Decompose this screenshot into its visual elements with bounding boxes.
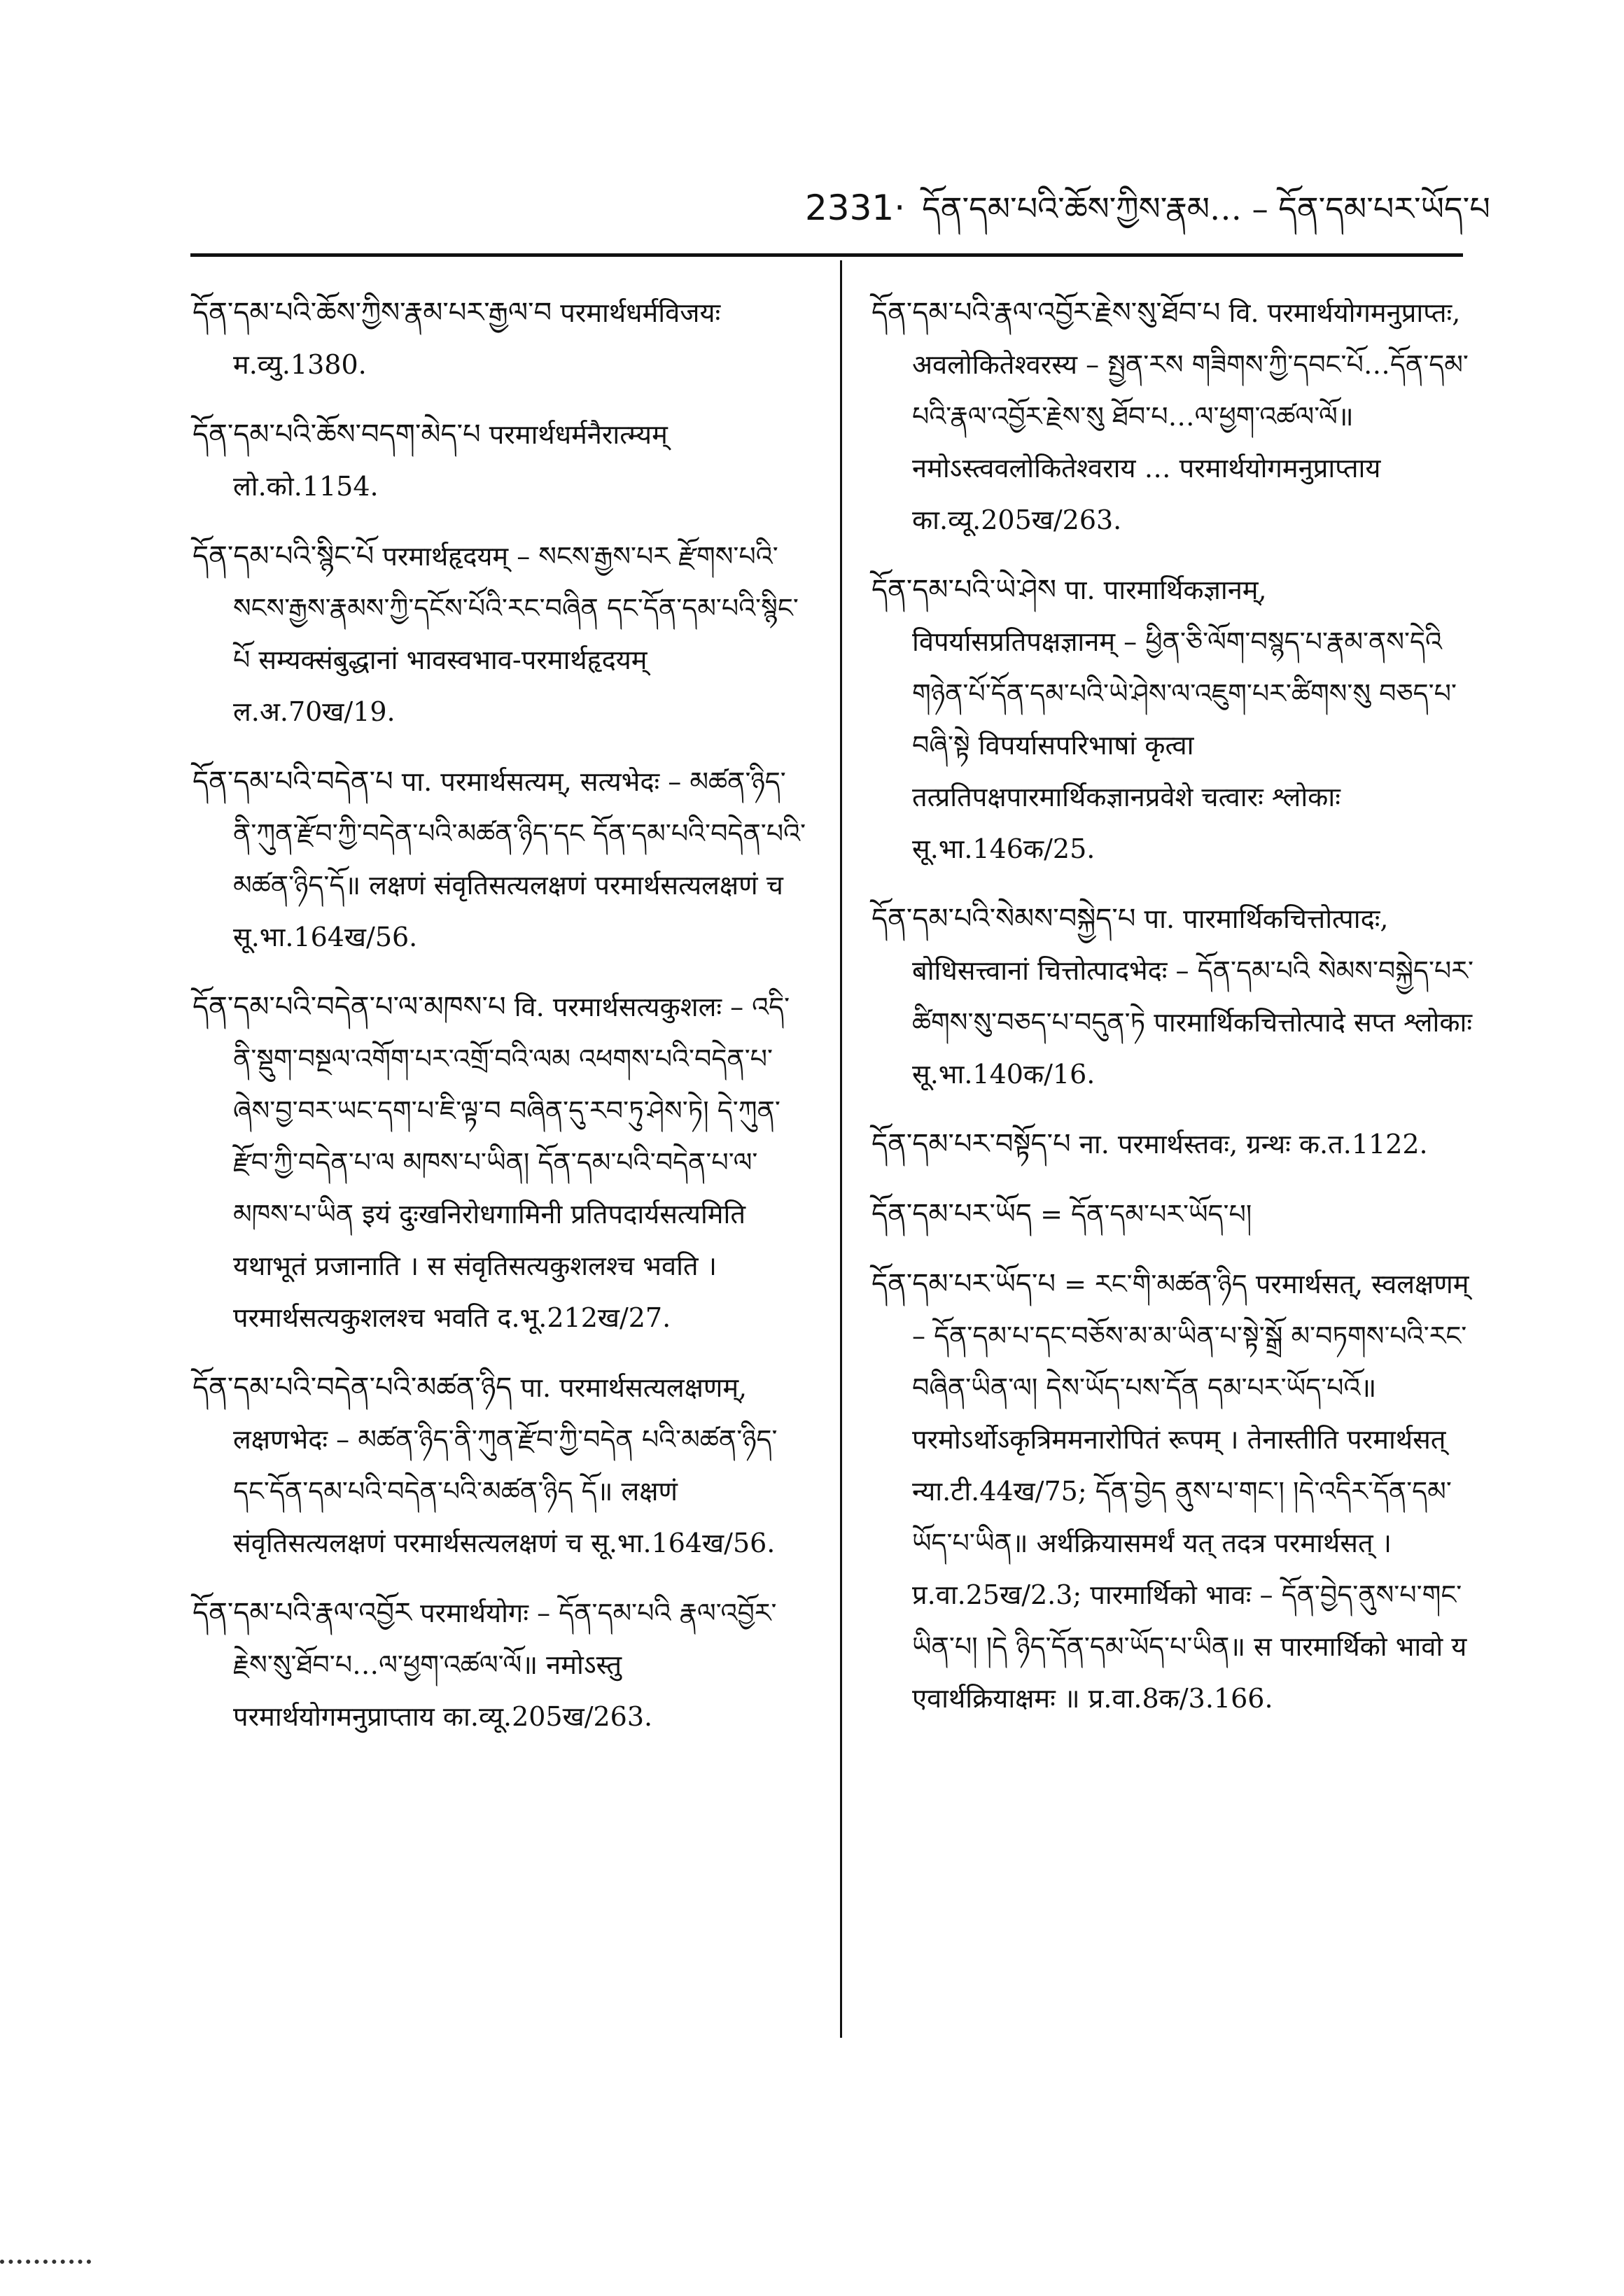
entry-body: पा. परमार्थसत्यलक्षणम्, लक्षणभेदः – མཚན་ཉིད་ནི་ཀུན་རྫོབ་ཀྱི་བདེན པའི་མཚན་ཉིད་དང་དོན་དམ་པའི་བདེན་པའི་མཚན་ཉིད དོ॥ लक्षणं संवृतिसत्यलक्षणं परमार्थसत्यलक्षणं च सू.भा.164ख/56. (233, 1372, 778, 1558)
entry-headword: དོན་དམ་པར་ཡོད་པ (872, 1268, 1056, 1300)
entry-body: = རང་གི་མཚན་ཉིད परमार्थसत्, स्वलक्षणम् – དོན་དམ་པ་དང་བཅོས་མ་མ་ཡིན་པ་སྟེ་སྒྲོ མ་བཏགས་པའི་རང་བཞིན་ཡིན་ལ། དེས་ཡོད་པས་དོན དམ་པར་ཡོད་པའོ॥ परमोऽर्थोऽकृत्रिममनारोपितं रूपम् । तेनास्तीति परमार्थसत् न्या.टी.44ख/75; དོན་བྱེད ནུས་པ་གང་། །དེ་འདིར་དོན་དམ་ཡོད་པ་ཡིན॥ अर्थक्रियासमर्थं यत् तदत्र परमार्थसत् । प्र.वा.25ख/2.3; पारमार्थिको भावः – དོན་བྱེད་ནུས་པ་གང་ཡིན་པ། །དེ ཉིད་དོན་དམ་ཡོད་པ་ཡིན॥ स पारमार्थिको भावो य एवार्थक्रियाक्षमः ॥ प्र.वा.8क/3.166. (912, 1269, 1469, 1714)
entry-headword: དོན་དམ་པའི་སེམས་བསྐྱེད་པ (872, 903, 1136, 935)
entry-headword: དོན་དམ་པའི་ཆོས་བདག་མེད་པ (192, 418, 481, 451)
entry-body: परमार्थधर्मविजयः म.व्यु.1380. (233, 297, 721, 380)
entry-headword: དོན་དམ་པའི་ཡེ་ཤེས (872, 574, 1056, 606)
entry-body: परमार्थहृदयम् – སངས་རྒྱས་པར རྫོགས་པའི་སངས་རྒྱས་རྣམས་ཀྱི་དངོས་པོའི་རང་བཞིན དང་དོན་དམ་པའི་སྙིང་པོ सम्यक्संबुद्धानां भावस्वभाव-परमार्थहृदयम् ल.अ.70ख/19. (233, 541, 799, 727)
entry-headword: དོན་དམ་པའི་རྣལ་འབྱོར་རྗེས་སུ་ཐོབ་པ (872, 297, 1221, 329)
dictionary-entry (192, 981, 808, 1344)
scan-mark (0, 2250, 91, 2264)
entry-headword: དོན་དམ་པར་ཡོད (872, 1198, 1032, 1230)
entry-headword: དོན་དམ་པར་བསྟོད་པ (872, 1128, 1071, 1160)
entry-body: = དོན་དམ་པར་ཡོད་པ། (1032, 1199, 1252, 1230)
entry-headword: དོན་དམ་པའི་བདེན་པའི་མཚན་ཉིད (192, 1372, 512, 1404)
entry-body: परमार्थयोगः – དོན་དམ་པའི རྣལ་འབྱོར་རྗེས་སུ་ཐོབ་པ…ལ་ཕྱག་འཚལ་ལོ॥ नमोऽस्तु परमार्थयोगमनुप्राप्ताय का.व्यू.205ख/263. (233, 1598, 777, 1732)
entry-headword: དོན་དམ་པའི་བདེན་པ་ལ་མཁས་པ (192, 991, 506, 1023)
running-head: དོན་དམ་པའི་ཆོས་ཀྱིས་རྣམ… – དོན་དམ་པར་ཡོད་པ (922, 190, 1490, 227)
dictionary-entry (192, 756, 808, 963)
page-header (805, 183, 1490, 233)
dictionary-entry (192, 287, 808, 390)
left-column (192, 287, 808, 1761)
entry-body: पा. पारमार्थिकचित्तोत्पादः, बोधिसत्त्वानां चित्तोत्पादभेदः – དོན་དམ་པའི སེམས་བསྐྱེད་པར་ཚིགས་སུ་བཅད་པ་བདུན་ཏེ पारमार्थिकचित्तोत्पादे सप्त श्लोकाः सू.भा.140क/16. (912, 903, 1474, 1090)
dictionary-entry (192, 1587, 808, 1742)
entry-headword: དོན་དམ་པའི་རྣལ་འབྱོར (192, 1597, 412, 1629)
entry-headword: དོན་དམ་པའི་ཆོས་ཀྱིས་རྣམ་པར་རྒྱལ་བ (192, 297, 552, 329)
entry-body: वि. परमार्थयोगमनुप्राप्तः, अवलोकितेश्वरस्य – སྤྱན་རས གཟིགས་ཀྱི་དབང་པོ…དོན་དམ་པའི་རྣལ་འབྱོར་རྗེས་སུ ཐོབ་པ…ལ་ཕྱག་འཚལ་ལོ॥ नमोऽस्त्ववलोकितेश्वराय … परमार्थयोगमनुप्राप्ताय का.व्यू.205ख/263. (912, 297, 1469, 535)
dictionary-entry (872, 893, 1474, 1100)
dictionary-entry (872, 287, 1474, 546)
dictionary-entry (872, 564, 1474, 875)
entry-body: ना. परमार्थस्तवः, ग्रन्थः क.त.1122. (1070, 1129, 1428, 1160)
entry-body: पा. परमार्थसत्यम्, सत्यभेदः – མཚན་ཉིད་ནི་ཀུན་རྫོབ་ཀྱི་བདེན་པའི་མཚན་ཉིད་དང དོན་དམ་པའི་བདེན་པའི་མཚན་ཉིད་དོ॥ लक्षणं संवृतिसत्यलक्षणं परमार्थसत्यलक्षणं च सू.भा.164ख/56. (233, 766, 806, 952)
entry-headword: དོན་དམ་པའི་བདེན་པ (192, 766, 393, 798)
entry-headword: དོན་དམ་པའི་སྙིང་པོ (192, 540, 374, 572)
page-number: 2331· (805, 188, 906, 228)
dictionary-entry (192, 1362, 808, 1569)
dictionary-entry (192, 530, 808, 738)
entry-body: पा. पारमार्थिकज्ञानम्, विपर्यासप्रतिपक्षज्ञानम् – ཕྱིན་ཅི་ལོག་བསྙད་པ་རྣམ་ནས་དེའི གཉེན་པོ་དོན་དམ་པའི་ཡེ་ཤེས་ལ་འཇུག་པར་ཚིགས་སུ བཅད་པ་བཞི་སྟེ विपर्यासपरिभाषां कृत्वा तत्प्रतिपक्षपारमार्थिकज्ञानप्रवेशे चत्वारः श्लोकाः सू.भा.146क/25. (912, 575, 1457, 864)
column-divider (840, 260, 842, 2038)
dictionary-entry (872, 1188, 1474, 1240)
dictionary-entry (192, 409, 808, 512)
entry-body: परमार्थधर्मनैरात्म्यम् लो.को.1154. (233, 419, 668, 502)
dictionary-entry (872, 1258, 1474, 1724)
entry-body: वि. परमार्थसत्यकुशलः – འདི་ནི་སྡུག་བསྔལ་འགོག་པར་འགྲོ་བའི་ལམ འཕགས་པའི་བདེན་པ་ཞེས་བྱ་བར་ཡང་དག་པ་ཇི་ལྟ་བ བཞིན་དུ་རབ་ཏུ་ཤེས་ཏེ། དེ་ཀུན་རྫོབ་ཀྱི་བདེན་པ་ལ མཁས་པ་ཡིན། དོན་དམ་པའི་བདེན་པ་ལ་མཁས་པ་ཡིན इयं दुःखनिरोधगामिनी प्रतिपदार्यसत्यमिति यथाभूतं प्रजानाति । स संवृतिसत्यकुशलश्च भवति । परमार्थसत्यकुशलश्च भवति द.भू.212ख/27. (233, 992, 790, 1333)
header-rule (190, 253, 1463, 257)
dictionary-entry (872, 1118, 1474, 1170)
right-column (872, 287, 1474, 1742)
